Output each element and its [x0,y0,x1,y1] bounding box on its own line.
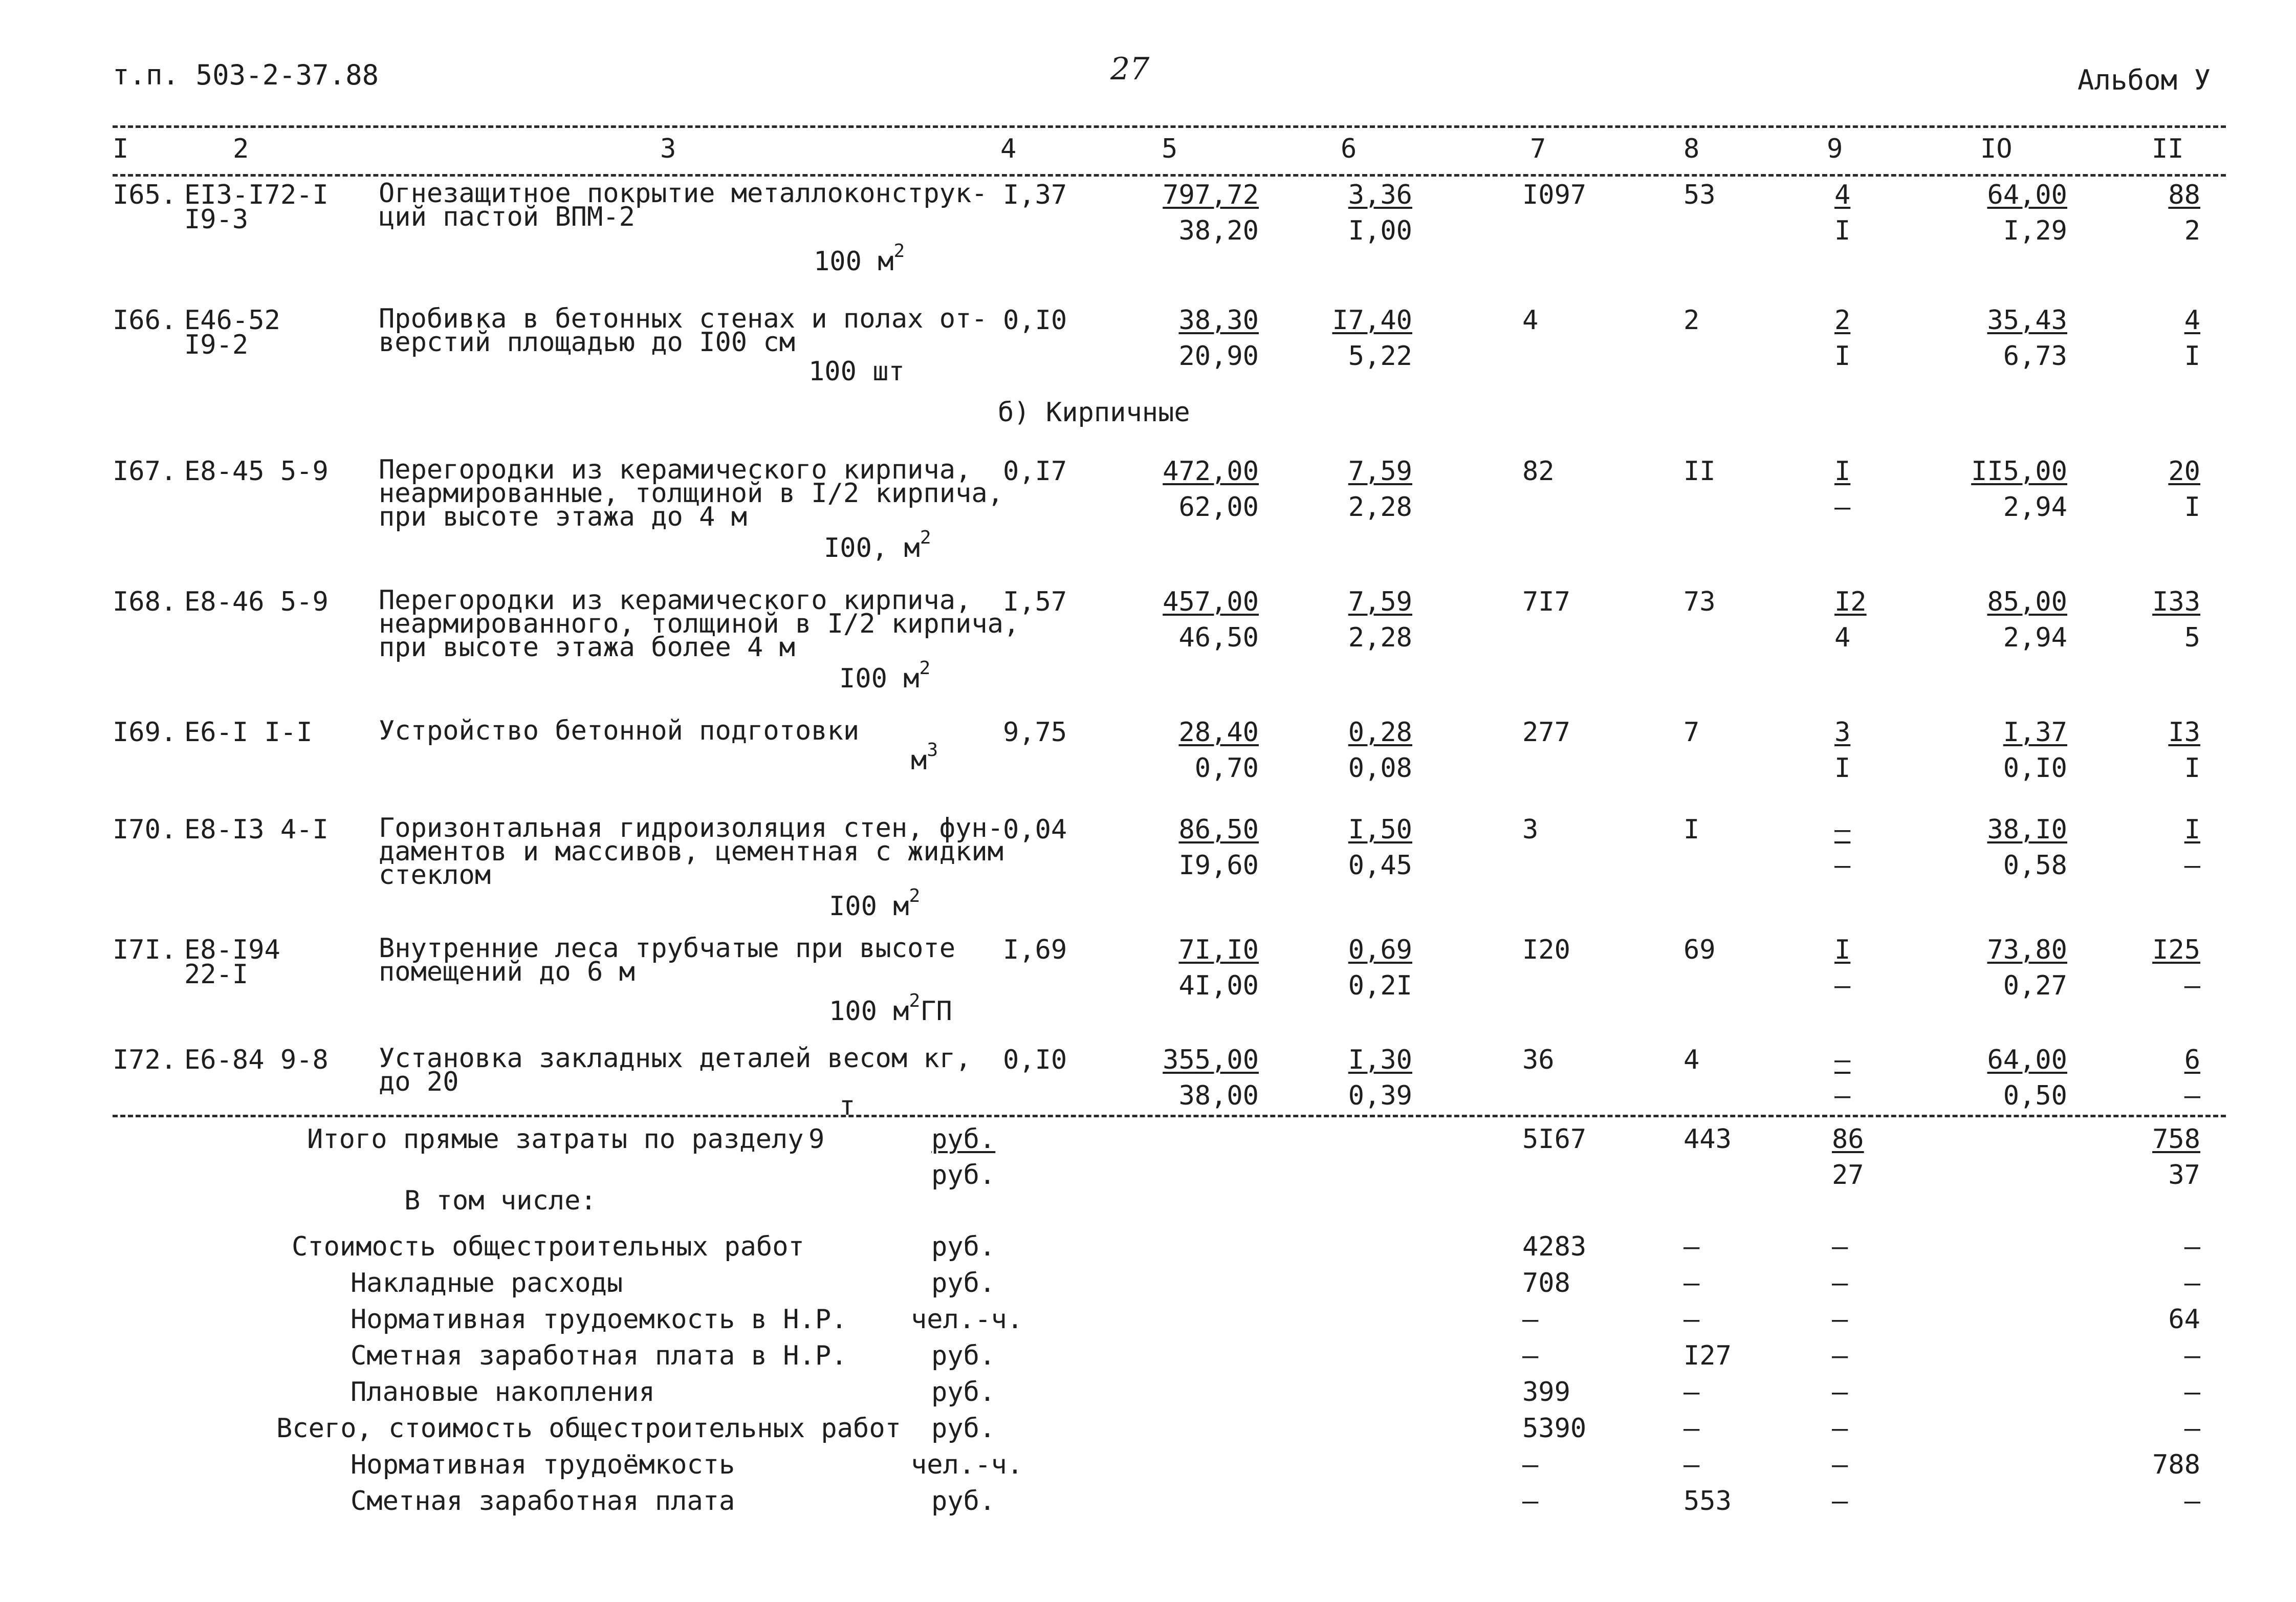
summary-unit: руб. [931,1268,996,1298]
work-description: при высоте этажа более 4 м [379,632,795,663]
labour-total-machines: – [2184,1080,2200,1111]
labour-machines-per-unit: 6,73 [2003,341,2067,372]
header-top-rule [113,125,2226,128]
summary-col8: – [1683,1304,1700,1335]
total-cost: 3 [1522,814,1539,845]
summary-col11: – [2184,1268,2200,1298]
column-header: 9 [1827,134,1843,164]
total-wages: I [1683,814,1700,845]
unit-of-measure [829,990,952,1027]
unit-superscript: 2 [893,241,905,262]
norm-code-2: I9-3 [184,204,249,235]
totals-unit: руб. [931,1124,996,1155]
unit-text: м [911,745,927,776]
summary-label: Сметная заработная плата в Н.Р. [351,1340,847,1371]
unit-cost-machines: I7,40 [1332,305,1412,336]
quantity: I,69 [1003,935,1067,965]
work-description: Перегородки из керамического кирпича, [379,585,972,616]
summary-label: Сметная заработная плата [351,1486,735,1517]
column-header: I [113,134,129,164]
norm-code: E6-84 9-8 [184,1045,329,1075]
including-label: В том числе: [404,1185,597,1216]
quantity: 0,I0 [1003,1045,1067,1075]
unit-cost-machines: 7,59 [1348,456,1412,487]
work-description: даментов и массивов, цементная с жидким [379,836,1003,867]
unit-cost-wages: 38,20 [1178,215,1259,246]
norm-code: E8-46 5-9 [184,587,329,617]
work-description: Пробивка в бетонных стенах и полах от- [379,304,988,334]
work-description: неармированного, толщиной в I/2 кирпича, [379,609,1020,639]
unit-cost-wages: 0,70 [1194,753,1259,784]
unit-text: т [839,1091,856,1121]
total-wages: 53 [1683,180,1716,210]
row-number: I70. [113,814,177,845]
total-wages: II [1683,456,1716,487]
summary-col8: – [1683,1449,1700,1480]
col9-top: 3 [1834,717,1851,748]
labour-machines-per-unit: 2,94 [2003,492,2067,523]
unit-cost-total: 86,50 [1178,814,1259,845]
unit-superscript: 2 [920,527,931,548]
summary-unit: руб. [931,1231,996,1262]
totals-section-no: 9 [808,1124,825,1155]
unit-cost-total: 457,00 [1163,587,1259,617]
col9-bottom: – [1834,850,1851,881]
summary-col9: – [1832,1268,1848,1298]
col9-bottom: I [1834,341,1851,372]
summary-label: Плановые накопления [351,1377,655,1408]
labour-machines-per-unit: 2,94 [2003,622,2067,653]
unit-cost-wages: 46,50 [1178,622,1259,653]
quantity: I,57 [1003,587,1067,617]
col9-top: 2 [1834,305,1851,336]
row-number: I68. [113,587,177,617]
summary-col9: – [1832,1486,1848,1517]
total-wages: 4 [1683,1045,1700,1075]
unit-cost-machines: 0,69 [1348,935,1412,965]
labour-machines-per-unit: I,29 [2003,215,2067,246]
summary-label: Всего, стоимость общестроительных работ [276,1413,901,1444]
work-description: Горизонтальная гидроизоляция стен, фун- [379,813,1003,843]
column-header: 3 [660,134,676,164]
work-description: Внутренние леса трубчатые при высоте [379,933,956,964]
work-description: Устройство бетонной подготовки [379,716,860,746]
unit-cost-machine-wages: 0,45 [1348,850,1412,881]
totals-col11-top: 758 [2152,1124,2200,1155]
labour-total: I [2184,814,2200,845]
totals-col11-bottom: 37 [2168,1160,2200,1190]
album-label: Альбом У [2078,64,2211,96]
unit-cost-wages: 38,00 [1178,1080,1259,1111]
labour-per-unit: 64,00 [1987,180,2067,210]
col9-bottom: I [1834,215,1851,246]
unit-cost-wages: I9,60 [1178,850,1259,881]
unit-of-measure [911,740,938,776]
work-description: стеклом [379,860,491,891]
summary-unit: руб. [931,1413,996,1444]
col9-top: I2 [1834,587,1867,617]
totals-rule [113,1115,2226,1117]
row-number: I7I. [113,935,177,965]
section-title: б) Кирпичные [998,397,1190,428]
total-cost: 82 [1522,456,1555,487]
summary-col9: – [1832,1377,1848,1408]
unit-superscript: 3 [927,740,938,761]
col9-top: 4 [1834,180,1851,210]
summary-unit: чел.-ч. [911,1304,1023,1335]
summary-col11: – [2184,1377,2200,1408]
unit-cost-machine-wages: I,00 [1348,215,1412,246]
summary-col7: 399 [1522,1377,1570,1408]
col9-bottom: – [1834,970,1851,1001]
col9-bottom: 4 [1834,622,1851,653]
total-cost: 4 [1522,305,1539,336]
labour-total-machines: I [2184,492,2200,523]
summary-col9: – [1832,1449,1848,1480]
unit-cost-total: 28,40 [1178,717,1259,748]
unit-cost-machines: 7,59 [1348,587,1412,617]
labour-total-machines: I [2184,753,2200,784]
total-cost: I20 [1522,935,1570,965]
unit-suffix: ГП [920,996,952,1027]
unit-of-measure [839,658,931,694]
summary-col8: – [1683,1413,1700,1444]
labour-total-machines: – [2184,850,2200,881]
summary-col7: 4283 [1522,1231,1587,1262]
summary-col7: – [1522,1486,1539,1517]
norm-code: E46-52 [184,305,280,336]
unit-of-measure [808,358,905,385]
totals-title: Итого прямые затраты по разделу [307,1124,804,1155]
labour-total-machines: 5 [2184,622,2200,653]
summary-col9: – [1832,1231,1848,1262]
total-wages: 7 [1683,717,1700,748]
labour-per-unit: 38,I0 [1987,814,2067,845]
summary-col7: – [1522,1449,1539,1480]
summary-unit: руб. [931,1377,996,1408]
unit-cost-total: 38,30 [1178,305,1259,336]
summary-col9: – [1832,1304,1848,1335]
labour-per-unit: I,37 [2003,717,2067,748]
work-description: Установка закладных деталей весом кг, [379,1043,972,1074]
col9-bottom: – [1834,1080,1851,1111]
summary-unit: руб. [931,1340,996,1371]
totals-unit-2: руб. [931,1160,996,1190]
unit-text: 100 м [829,996,909,1027]
labour-total: 88 [2168,180,2200,210]
labour-machines-per-unit: 0,27 [2003,970,2067,1001]
work-description: неармированные, толщиной в I/2 кирпича, [379,478,1003,509]
labour-machines-per-unit: 0,50 [2003,1080,2067,1111]
summary-label: Нормативная трудоемкость в Н.Р. [351,1304,847,1335]
col9-top: – [1834,814,1851,845]
total-cost: I097 [1522,180,1587,210]
summary-col11: – [2184,1231,2200,1262]
labour-machines-per-unit: 0,58 [2003,850,2067,881]
summary-col8: 553 [1683,1486,1732,1517]
unit-superscript: 2 [909,885,921,906]
work-description: Огнезащитное покрытие металлоконструк- [379,178,988,209]
labour-total: 4 [2184,305,2200,336]
summary-col11: – [2184,1486,2200,1517]
unit-cost-total: 355,00 [1163,1045,1259,1075]
header-bottom-rule [113,174,2226,177]
column-header: IO [1980,134,2013,164]
col9-bottom: I [1834,753,1851,784]
unit-of-measure [814,241,905,277]
unit-of-measure [829,885,921,922]
col9-top: I [1834,935,1851,965]
total-wages: 69 [1683,935,1716,965]
col9-bottom: – [1834,492,1851,523]
labour-per-unit: II5,00 [1971,456,2067,487]
unit-cost-machines: I,30 [1348,1045,1412,1075]
unit-cost-machines: I,50 [1348,814,1412,845]
row-number: I66. [113,305,177,336]
norm-code: E8-45 5-9 [184,456,329,487]
quantity: 0,I7 [1003,456,1067,487]
unit-text: I00, м [824,533,920,564]
summary-col9: – [1832,1340,1848,1371]
norm-code: EI3-I72-I [184,180,329,210]
column-header: 6 [1341,134,1357,164]
summary-col7: 5390 [1522,1413,1587,1444]
work-description: ций пастой ВПМ-2 [379,202,635,232]
unit-cost-machines: 0,28 [1348,717,1412,748]
summary-label: Накладные расходы [351,1268,623,1298]
unit-text: 100 м [814,246,894,277]
summary-col9: – [1832,1413,1848,1444]
summary-label: Стоимость общестроительных работ [292,1231,804,1262]
column-header: II [2152,134,2184,164]
quantity: 0,04 [1003,814,1067,845]
labour-per-unit: 64,00 [1987,1045,2067,1075]
column-header: 8 [1683,134,1700,164]
unit-cost-total: 797,72 [1163,180,1259,210]
row-number: I65. [113,180,177,210]
unit-cost-machine-wages: 2,28 [1348,492,1412,523]
total-wages: 73 [1683,587,1716,617]
unit-cost-machine-wages: 5,22 [1348,341,1412,372]
labour-machines-per-unit: 0,I0 [2003,753,2067,784]
summary-unit: чел.-ч. [911,1449,1023,1480]
summary-col11: – [2184,1413,2200,1444]
unit-superscript: 2 [909,990,921,1011]
total-wages: 2 [1683,305,1700,336]
labour-total: 20 [2168,456,2200,487]
column-header: 4 [1000,134,1017,164]
work-description: до 20 [379,1067,459,1097]
unit-cost-wages: 4I,00 [1178,970,1259,1001]
document-code: т.п. 503-2-37.88 [113,59,379,91]
unit-cost-machine-wages: 2,28 [1348,622,1412,653]
summary-col11: 788 [2152,1449,2200,1480]
quantity: 0,I0 [1003,305,1067,336]
unit-text: 100 шт [808,356,905,387]
unit-cost-machine-wages: 0,39 [1348,1080,1412,1111]
total-cost: 36 [1522,1045,1555,1075]
summary-col8: – [1683,1231,1700,1262]
row-number: I69. [113,717,177,748]
col9-top: I [1834,456,1851,487]
labour-total-machines: – [2184,970,2200,1001]
norm-code: E8-I3 4-I [184,814,329,845]
work-description: Перегородки из керамического кирпича, [379,454,972,485]
summary-col7: 708 [1522,1268,1570,1298]
work-description: помещений до 6 м [379,957,635,987]
work-description: при высоте этажа до 4 м [379,502,748,532]
totals-col7: 5I67 [1522,1124,1587,1155]
summary-label: Нормативная трудоёмкость [351,1449,735,1480]
unit-cost-machine-wages: 0,2I [1348,970,1412,1001]
unit-cost-total: 472,00 [1163,456,1259,487]
row-number: I72. [113,1045,177,1075]
labour-per-unit: 35,43 [1987,305,2067,336]
labour-per-unit: 85,00 [1987,587,2067,617]
summary-col7: – [1522,1340,1539,1371]
unit-cost-wages: 62,00 [1178,492,1259,523]
totals-col8: 443 [1683,1124,1732,1155]
unit-text: I00 м [829,891,909,922]
summary-col11: 64 [2168,1304,2200,1335]
unit-cost-total: 7I,I0 [1178,935,1259,965]
col9-top: – [1834,1045,1851,1075]
norm-code: E6-I I-I [184,717,313,748]
summary-col8: – [1683,1377,1700,1408]
summary-col8: – [1683,1268,1700,1298]
unit-cost-machine-wages: 0,08 [1348,753,1412,784]
unit-superscript: 2 [919,658,931,679]
unit-text: I00 м [839,663,920,694]
summary-col8: I27 [1683,1340,1732,1371]
quantity: I,37 [1003,180,1067,210]
column-header: 2 [233,134,249,164]
unit-cost-wages: 20,90 [1178,341,1259,372]
work-description: верстий площадью до I00 см [379,327,795,358]
labour-per-unit: 73,80 [1987,935,2067,965]
unit-of-measure [824,527,931,564]
column-header: 7 [1530,134,1546,164]
summary-col7: – [1522,1304,1539,1335]
labour-total-machines: 2 [2184,215,2200,246]
total-cost: 277 [1522,717,1570,748]
total-cost: 7I7 [1522,587,1570,617]
labour-total: I33 [2152,587,2200,617]
unit-cost-machines: 3,36 [1348,180,1412,210]
summary-col11: – [2184,1340,2200,1371]
quantity: 9,75 [1003,717,1067,748]
summary-unit: руб. [931,1486,996,1517]
page-number: 27 [1110,51,1150,87]
labour-total: I3 [2168,717,2200,748]
totals-col9-bottom: 27 [1832,1160,1864,1190]
labour-total: 6 [2184,1045,2200,1075]
totals-col9-top: 86 [1832,1124,1864,1155]
norm-code-2: 22-I [184,959,249,990]
column-header: 5 [1162,134,1178,164]
labour-total-machines: I [2184,341,2200,372]
row-number: I67. [113,456,177,487]
norm-code: E8-I94 [184,935,280,965]
norm-code-2: I9-2 [184,330,249,360]
labour-total: I25 [2152,935,2200,965]
